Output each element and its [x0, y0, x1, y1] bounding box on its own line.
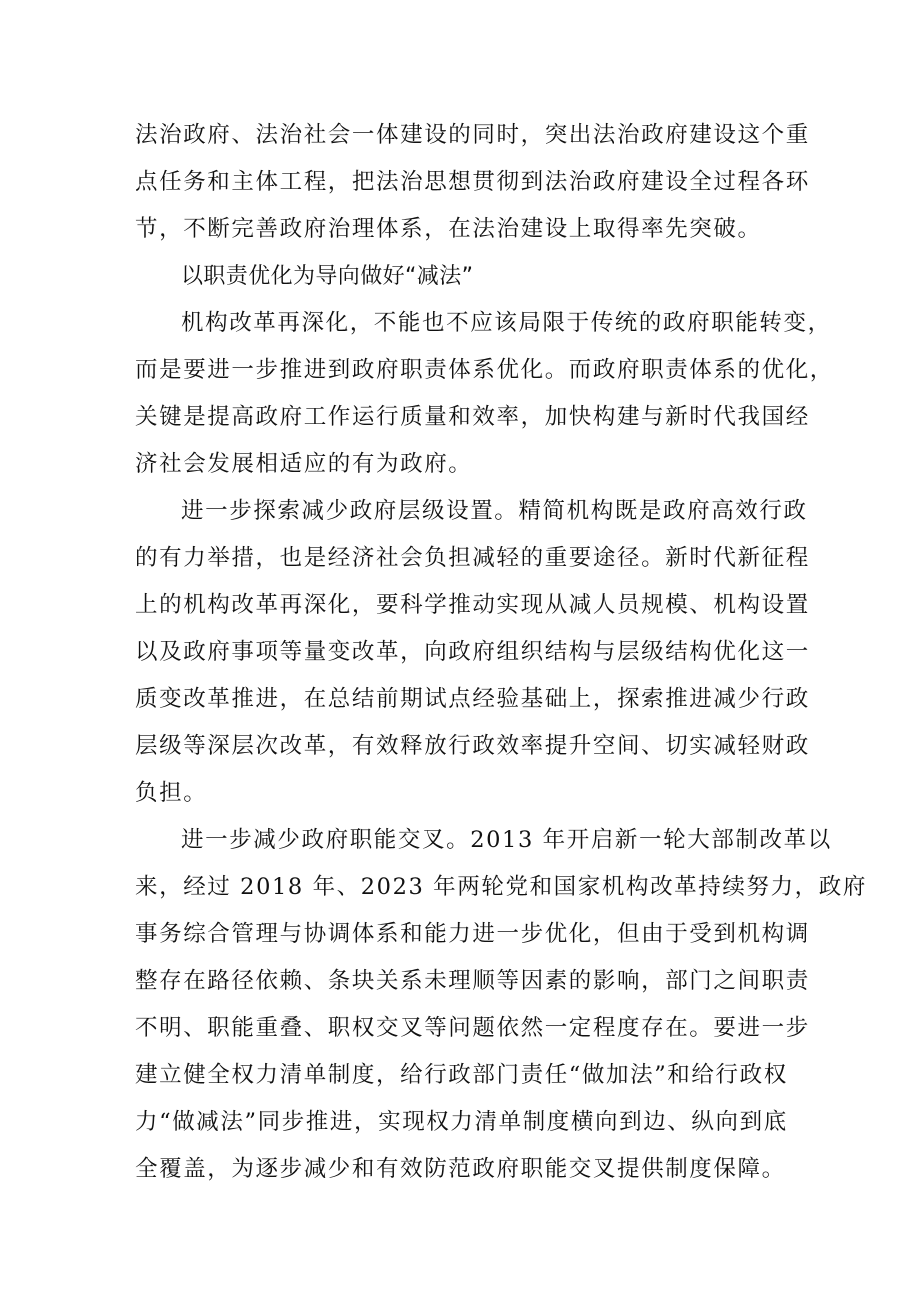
paragraph-3: [135, 488, 810, 817]
text-line: 力“做减法”同步推进，实现权力清单制度横向到边、纵向到底: [135, 1109, 788, 1135]
text-line: 来，经过 2018 年、2023 年两轮党和国家机构改革持续努力，政府: [135, 874, 867, 900]
text-line: 而是要进一步推进到政府职责体系优化。而政府职责体系的优化，: [135, 357, 834, 383]
text-line: 不明、职能重叠、职权交叉等问题依然一定程度存在。要进一步: [135, 1015, 810, 1041]
text-line: 法治政府、法治社会一体建设的同时，突出法治政府建设这个重: [135, 122, 810, 148]
text-line: 质变改革推进，在总结前期试点经验基础上，探索推进减少行政: [135, 686, 810, 712]
text-line: 以及政府事项等量变改革，向政府组织结构与层级结构优化这一: [135, 639, 810, 665]
text-line: 负担。: [135, 780, 208, 806]
text-line: 关键是提高政府工作运行质量和效率，加快构建与新时代我国经: [135, 404, 810, 430]
text-line: 事务综合管理与协调体系和能力进一步优化，但由于受到机构调: [135, 921, 810, 947]
text-line: 整存在路径依赖、条块关系未理顺等因素的影响，部门之间职责: [135, 968, 810, 994]
paragraph-2: [135, 300, 834, 488]
text-line: 上的机构改革再深化，要科学推动实现从减人员规模、机构设置: [135, 592, 810, 618]
paragraph-1: [135, 112, 810, 253]
text-line: 点任务和主体工程，把法治思想贯彻到法治政府建设全过程各环: [135, 169, 810, 195]
text-line: 建立健全权力清单制度，给行政部门责任“做加法”和给行政权: [135, 1062, 788, 1088]
paragraph-4: [135, 817, 867, 1193]
text-line: 层级等深层次改革，有效释放行政效率提升空间、切实减轻财政: [135, 733, 810, 759]
text-line: 进一步减少政府职能交叉。2013 年开启新一轮大部制改革以: [181, 827, 832, 853]
text-line: 节，不断完善政府治理体系，在法治建设上取得率先突破。: [135, 216, 762, 242]
text-line: 的有力举措，也是经济社会负担减轻的重要途径。新时代新征程: [135, 545, 810, 571]
document-body: [135, 112, 867, 1193]
text-line: 全覆盖，为逐步减少和有效防范政府职能交叉提供制度保障。: [135, 1156, 786, 1182]
text-line: 机构改革再深化，不能也不应该局限于传统的政府职能转变，: [181, 310, 832, 336]
text-line: 进一步探索减少政府层级设置。精简机构既是政府高效行政: [181, 498, 808, 524]
section-heading: 以职责优化为导向做好“减法”: [181, 264, 474, 289]
text-line: 济社会发展相适应的有为政府。: [135, 451, 473, 477]
